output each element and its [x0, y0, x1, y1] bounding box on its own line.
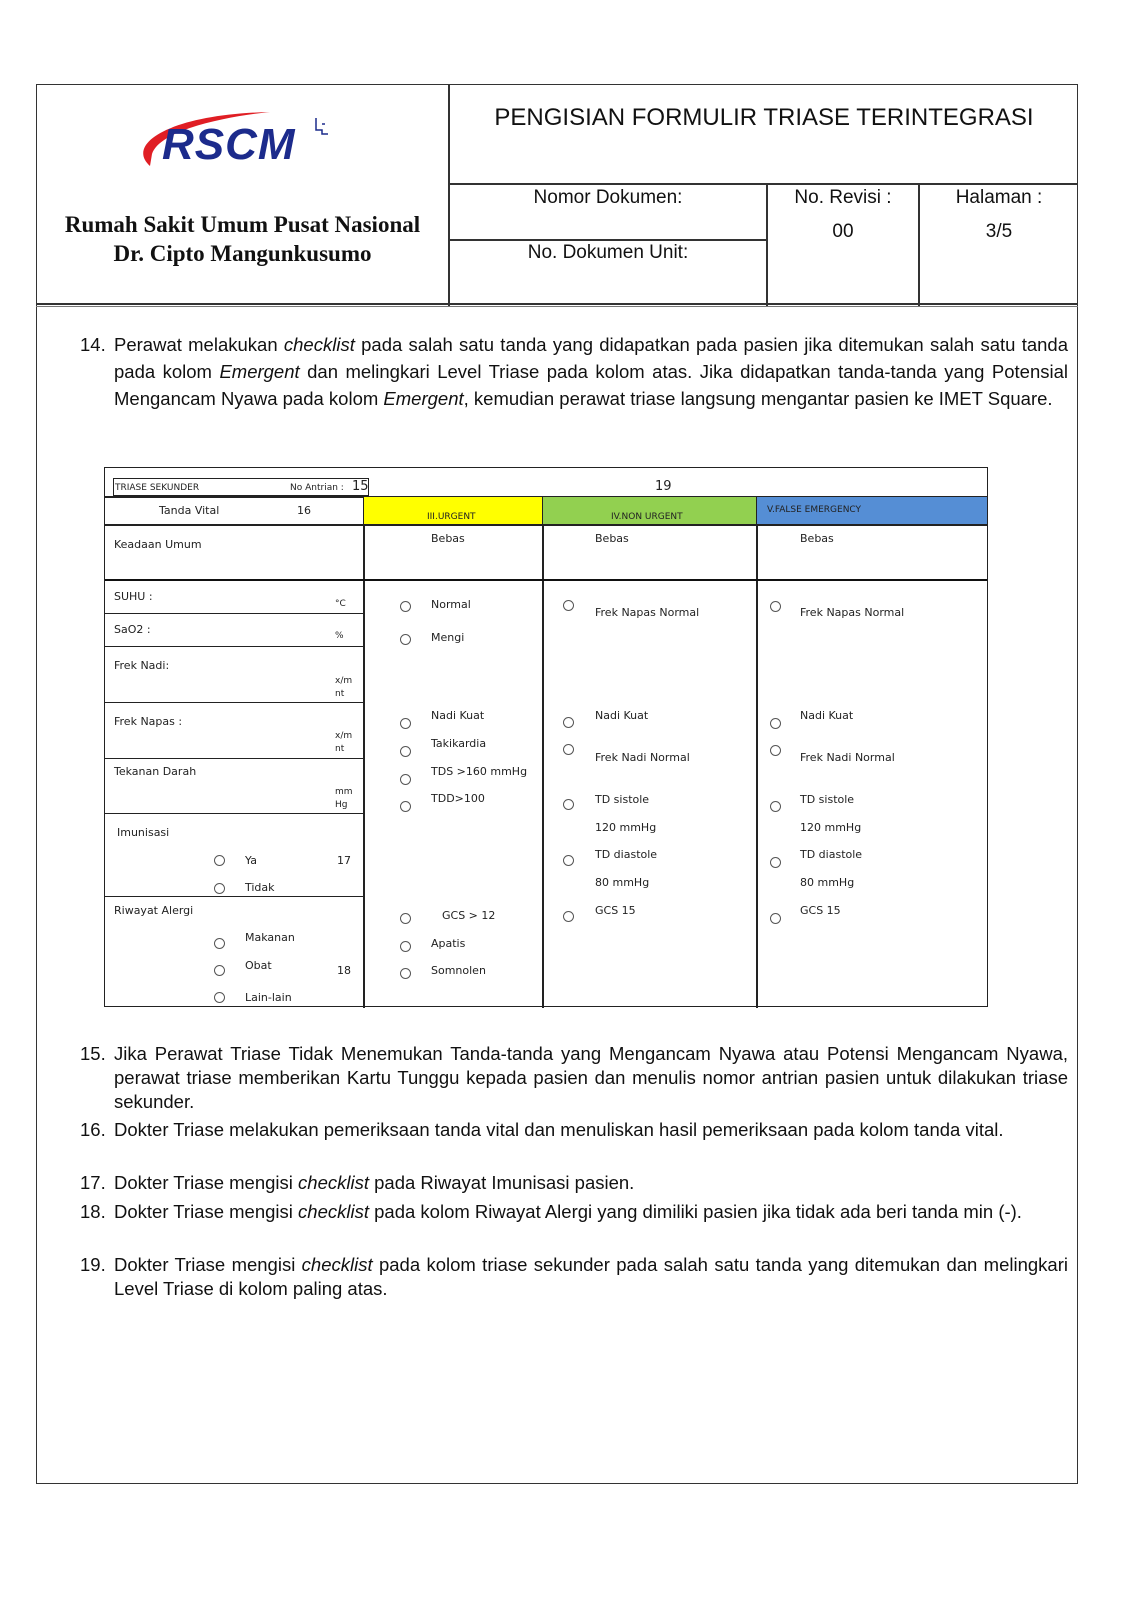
alergi-makanan-label: Makanan [245, 931, 295, 944]
callout-16: 16 [297, 504, 311, 517]
alergi-makanan-radio[interactable] [214, 938, 225, 949]
callout-18: 18 [337, 964, 351, 977]
urgent-tdd-radio[interactable] [400, 801, 411, 812]
urgent-item: GCS > 12 [442, 909, 496, 922]
keadaan-urgent[interactable]: Bebas [431, 532, 465, 545]
step-number: 14. [80, 334, 106, 355]
no-revisi-value: 00 [832, 221, 854, 242]
header-divider [448, 183, 1078, 185]
urgent-item: Nadi Kuat [431, 709, 485, 722]
alergi-label: Riwayat Alergi [114, 904, 194, 917]
false-item: GCS 15 [800, 904, 841, 917]
nonurgent-td-diastole-radio[interactable] [563, 855, 574, 866]
step-number: 15. [80, 1043, 106, 1064]
document-title: PENGISIAN FORMULIR TRIASE TERINTEGRASI [494, 104, 1034, 131]
nonurgent-nadi-kuat-radio[interactable] [563, 717, 574, 728]
urgent-item: Normal [431, 598, 471, 611]
keadaan-non-urgent[interactable]: Bebas [595, 532, 629, 545]
nonurgent-td-sistole-radio[interactable] [563, 799, 574, 810]
tanda-vital-header: Tanda Vital [159, 504, 220, 517]
nonurgent-item: Frek Nadi Normal [595, 751, 690, 764]
imunisasi-tidak-radio[interactable] [214, 883, 225, 894]
urgent-item: Mengi [431, 631, 465, 644]
nonurgent-item: TD diastole [595, 848, 658, 861]
level-urgent-label: III.URGENT [427, 512, 476, 522]
vital-suhu-unit: °C [335, 599, 346, 609]
vital-sao2-unit: % [335, 631, 344, 641]
alergi-obat-label: Obat [245, 959, 272, 972]
urgent-takikardia-radio[interactable] [400, 746, 411, 757]
urgent-item: Somnolen [431, 964, 486, 977]
hospital-line-1: Rumah Sakit Umum Pusat Nasional [64, 212, 421, 237]
no-dokumen-unit-label: No. Dokumen Unit: [527, 242, 689, 263]
false-item: 80 mmHg [800, 876, 855, 889]
nonurgent-item: TD sistole [595, 793, 650, 806]
halaman-value: 3/5 [985, 221, 1013, 242]
false-item: TD diastole [800, 848, 863, 861]
urgent-tds-radio[interactable] [400, 774, 411, 785]
vital-frek-napas-unit: x/m nt [335, 731, 353, 754]
step-14 [80, 331, 1068, 412]
vital-suhu-label: SUHU : [114, 590, 153, 603]
false-td-sistole-radio[interactable] [770, 801, 781, 812]
nonurgent-gcs-radio[interactable] [563, 911, 574, 922]
header-divider [448, 239, 766, 241]
urgent-somnolen-radio[interactable] [400, 968, 411, 979]
false-frek-nadi-radio[interactable] [770, 745, 781, 756]
false-td-diastole-radio[interactable] [770, 857, 781, 868]
step-text: Dokter Triase mengisi checklist pada kolom Riwayat Alergi yang dimiliki pasien jika tidak ada beri tanda min (-). [114, 1201, 1022, 1222]
false-gcs-radio[interactable] [770, 913, 781, 924]
vital-frek-napas-label: Frek Napas : [114, 715, 183, 728]
step-17 [80, 1171, 1068, 1195]
alergi-lain-radio[interactable] [214, 992, 225, 1003]
callout-19: 19 [655, 479, 672, 494]
step-number: 19. [80, 1254, 106, 1275]
triase-sekunder-label: TRIASE SEKUNDER [115, 483, 200, 493]
level-non-urgent-label: IV.NON URGENT [611, 512, 683, 522]
callout-15: 15 [352, 479, 369, 494]
urgent-gcs-radio[interactable] [400, 913, 411, 924]
nonurgent-item: GCS 15 [595, 904, 636, 917]
vital-tekanan-darah-unit: mm Hg [335, 787, 353, 810]
false-item: TD sistole [800, 793, 855, 806]
step-number: 18. [80, 1201, 106, 1222]
level-false-emergency-label: V.FALSE EMERGENCY [767, 505, 862, 515]
false-item: Frek Napas Normal [800, 606, 905, 619]
urgent-item: Takikardia [431, 737, 487, 750]
vital-tekanan-darah-label: Tekanan Darah [114, 765, 197, 778]
nomor-dokumen-label: Nomor Dokumen: [533, 187, 683, 208]
header-divider [36, 306, 1078, 307]
false-item: Frek Nadi Normal [800, 751, 895, 764]
no-antrian-label: No Antrian : [290, 483, 344, 493]
urgent-item: TDS >160 mmHg [431, 765, 528, 778]
triase-sekunder-form [104, 467, 988, 1007]
alergi-lain-label: Lain-lain [245, 991, 292, 1004]
urgent-nadi-kuat-radio[interactable] [400, 718, 411, 729]
step-15 [80, 1042, 1068, 1114]
urgent-apatis-radio[interactable] [400, 941, 411, 952]
step-number: 16. [80, 1119, 106, 1140]
step-16 [80, 1118, 1068, 1142]
step-text: Jika Perawat Triase Tidak Menemukan Tanda-tanda yang Mengancam Nyawa atau Potensi Mengancam Nyawa, perawat triase memberikan Kartu Tunggu kepada pasien dan menulis nomor antrian pasien untuk dilakukan triase sekunder. [114, 1043, 1068, 1112]
imunisasi-label: Imunisasi [117, 826, 170, 839]
alergi-obat-radio[interactable] [214, 965, 225, 976]
false-item: 120 mmHg [800, 821, 862, 834]
imunisasi-ya-radio[interactable] [214, 855, 225, 866]
step-text: Dokter Triase mengisi checklist pada Riwayat Imunisasi pasien. [114, 1172, 635, 1193]
nonurgent-frek-napas-radio[interactable] [563, 600, 574, 611]
nonurgent-item: Frek Napas Normal [595, 606, 700, 619]
keadaan-false-emergency[interactable]: Bebas [800, 532, 834, 545]
keadaan-umum-label: Keadaan Umum [114, 538, 202, 551]
step-number: 17. [80, 1172, 106, 1193]
step-text: Dokter Triase melakukan pemeriksaan tanda vital dan menuliskan hasil pemeriksaan pada kolom tanda vital. [114, 1119, 1004, 1140]
nonurgent-frek-nadi-radio[interactable] [563, 744, 574, 755]
step-19 [80, 1253, 1068, 1301]
vital-sao2-label: SaO2 : [114, 623, 151, 636]
logo-text: RSCM [162, 120, 296, 169]
step-text: Perawat melakukan checklist pada salah satu tanda yang didapatkan pada pasien jika ditemukan salah satu tanda pada kolom Emergent dan melingkari Level Triase pada kolom atas. Jika didapatkan tanda-tanda yang Potensial Mengancam Nyawa pada kolom Emergent, kemudian perawat triase langsung mengantar pasien ke IMET Square. [114, 334, 1068, 409]
rscm-logo [130, 104, 340, 174]
urgent-mengi-radio[interactable] [400, 634, 411, 645]
urgent-item: TDD>100 [431, 792, 485, 805]
header-divider [36, 303, 1078, 305]
step-text: Dokter Triase mengisi checklist pada kolom triase sekunder pada salah satu tanda yang ditemukan dan melingkari Level Triase di kolom paling atas. [114, 1254, 1068, 1299]
no-revisi-label: No. Revisi : [794, 187, 892, 208]
imunisasi-ya-label: Ya [245, 854, 257, 867]
hospital-line-2: Dr. Cipto Mangunkusumo [113, 241, 372, 266]
nonurgent-item: 80 mmHg [595, 876, 650, 889]
false-frek-napas-radio[interactable] [770, 601, 781, 612]
vital-frek-nadi-unit: x/m nt [335, 676, 353, 699]
imunisasi-tidak-label: Tidak [245, 881, 275, 894]
step-18 [80, 1200, 1068, 1224]
nonurgent-item: 120 mmHg [595, 821, 657, 834]
nonurgent-item: Nadi Kuat [595, 709, 649, 722]
urgent-normal-radio[interactable] [400, 601, 411, 612]
callout-17: 17 [337, 854, 351, 867]
false-item: Nadi Kuat [800, 709, 854, 722]
false-nadi-kuat-radio[interactable] [770, 718, 781, 729]
halaman-label: Halaman : [955, 187, 1043, 208]
vital-frek-nadi-label: Frek Nadi: [114, 659, 170, 672]
urgent-item: Apatis [431, 937, 466, 950]
hospital-name [40, 210, 445, 268]
